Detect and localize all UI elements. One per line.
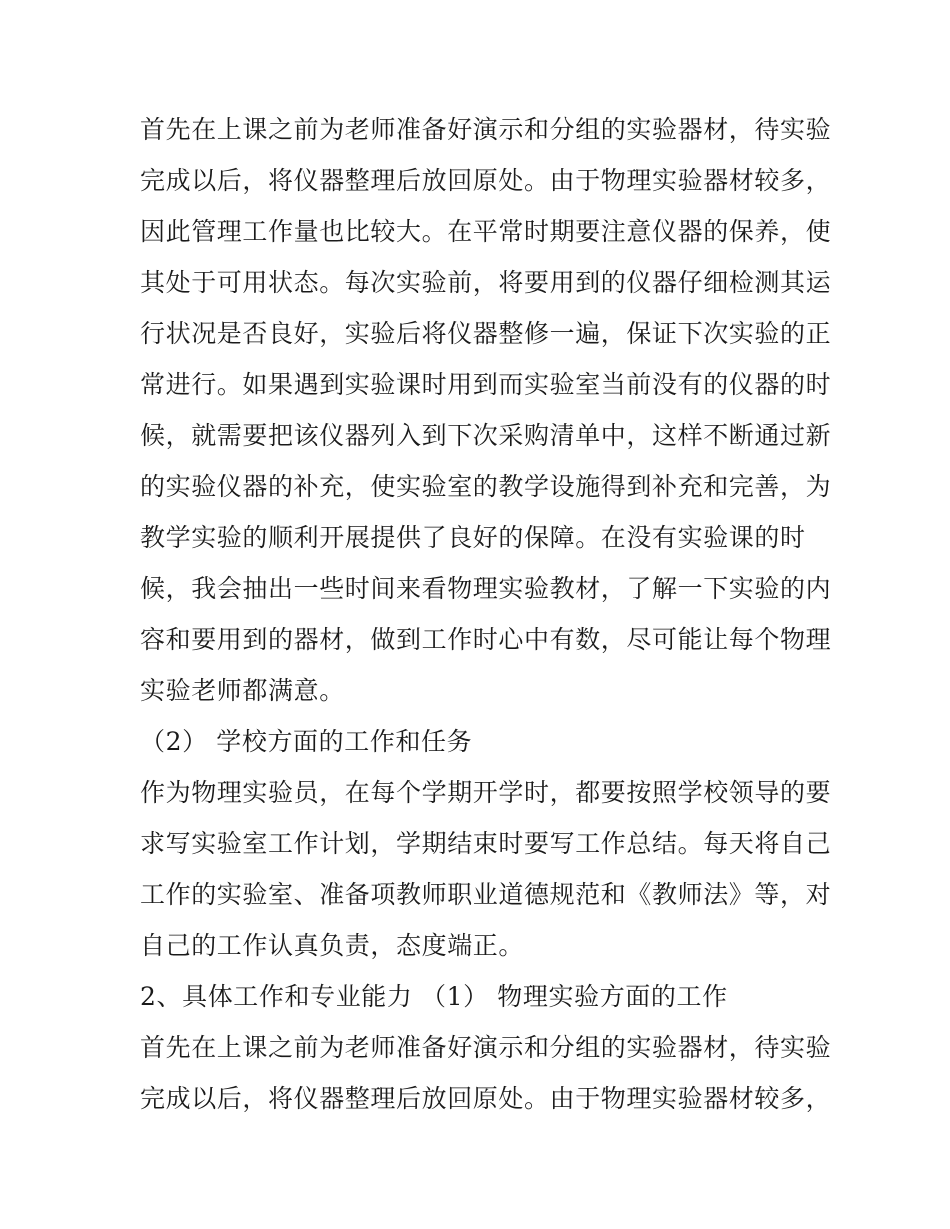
text-line: 候，就需要把该仪器列入到下次采购清单中，这样不断通过新 <box>140 421 832 450</box>
text-line: 行状况是否良好，实验后将仪器整修一遍，保证下次实验的正 <box>140 319 832 348</box>
text-line: 的实验仪器的补充，使实验室的教学设施得到补充和完善，为 <box>140 472 832 501</box>
text-line: 实验老师都满意。 <box>140 676 345 705</box>
text-line: 首先在上课之前为老师准备好演示和分组的实验器材，待实验 <box>140 115 832 144</box>
text-line: 作为物理实验员，在每个学期开学时，都要按照学校领导的要 <box>140 778 832 807</box>
text-line: 候，我会抽出一些时间来看物理实验教材，了解一下实验的内 <box>140 574 832 603</box>
text-line: 容和要用到的器材，做到工作时心中有数，尽可能让每个物理 <box>140 625 832 654</box>
text-line: 自己的工作认真负责，态度端正。 <box>140 931 525 960</box>
text-line: 工作的实验室、准备项教师职业道德规范和《教师法》等，对 <box>140 880 832 909</box>
section-heading: （2） 学校方面的工作和任务 <box>140 727 473 756</box>
text-line: 教学实验的顺利开展提供了良好的保障。在没有实验课的时 <box>140 523 806 552</box>
text-line: 其处于可用状态。每次实验前，将要用到的仪器仔细检测其运 <box>140 268 832 297</box>
text-line: 因此管理工作量也比较大。在平常时期要注意仪器的保养，使 <box>140 217 832 246</box>
section-heading: 2、具体工作和专业能力 （1） 物理实验方面的工作 <box>140 982 728 1011</box>
text-line: 完成以后，将仪器整理后放回原处。由于物理实验器材较多， <box>140 166 832 195</box>
text-line: 首先在上课之前为老师准备好演示和分组的实验器材，待实验 <box>140 1033 832 1062</box>
text-line: 求写实验室工作计划，学期结束时要写工作总结。每天将自己 <box>140 829 832 858</box>
text-line: 常进行。如果遇到实验课时用到而实验室当前没有的仪器的时 <box>140 370 832 399</box>
text-line: 完成以后，将仪器整理后放回原处。由于物理实验器材较多， <box>140 1084 832 1113</box>
